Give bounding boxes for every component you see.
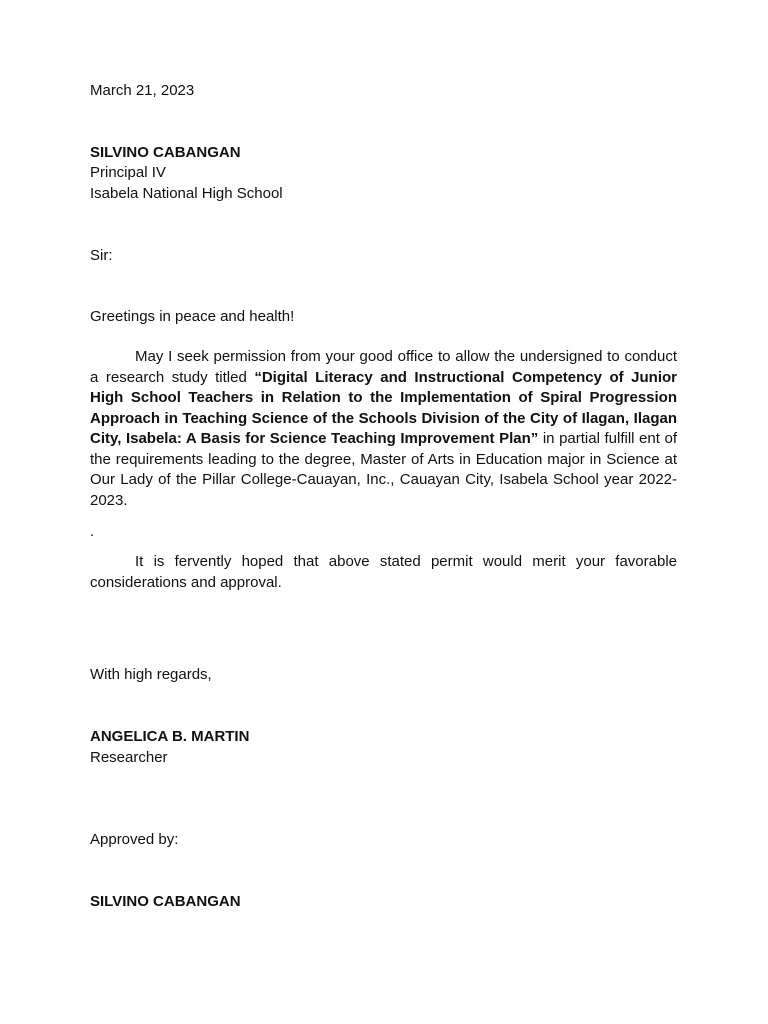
recipient-name: SILVINO CABANGAN <box>90 144 241 161</box>
body-paragraph-1-intro: May I seek permission from your good office to allow the undersigned to conduct a research study titled <box>90 348 677 386</box>
stray-period: . <box>90 523 95 540</box>
letter-date: March 21, 2023 <box>90 82 195 99</box>
body-paragraph-2: It is fervently hoped that above stated permit would merit your favorable considerations and approval. <box>90 553 677 591</box>
sender-name: ANGELICA B. MARTIN <box>90 728 250 745</box>
research-title: “Digital Literacy and Instructional Competency of Junior High School Teachers in Relation to the Implementation of Spiral Progression Approach in Teaching Science of the Schools Division of the City of Ilagan, Ilagan City, Isabela: A Basis for Science Teaching Improvement Plan” <box>90 368 677 447</box>
recipient-position: Principal IV <box>90 164 166 181</box>
approver-name: SILVINO CABANGAN <box>90 893 241 910</box>
body-paragraph-1-rest: in partial fulfill ent of the requirements leading to the degree, Master of Arts in Education major in Science at Our Lady of the Pillar College-Cauayan, Inc., Cauayan City, Isabela School year 2022-2023. <box>90 430 677 509</box>
approved-by-label: Approved by: <box>90 831 179 848</box>
body-paragraph-1 <box>90 347 677 511</box>
salutation: Sir: <box>90 247 113 264</box>
closing: With high regards, <box>90 666 212 683</box>
sender-position: Researcher <box>90 749 168 766</box>
greeting: Greetings in peace and health! <box>90 308 295 325</box>
recipient-school: Isabela National High School <box>90 185 283 202</box>
